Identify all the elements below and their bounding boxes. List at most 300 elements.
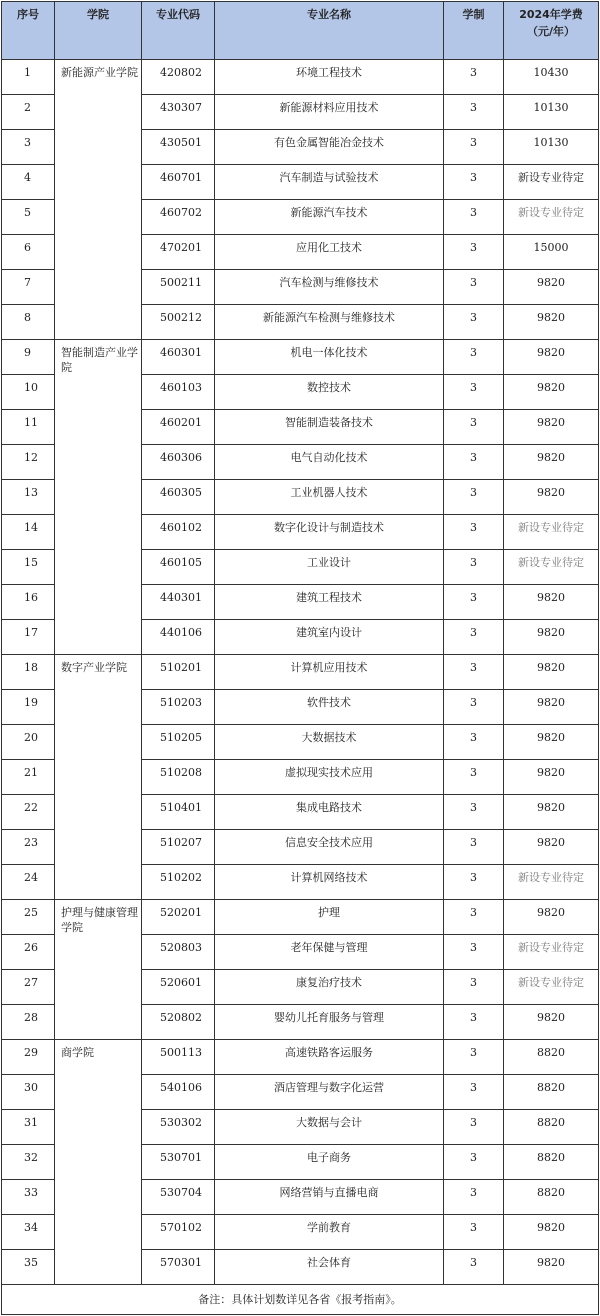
header-row [2, 2, 599, 60]
major-name [215, 1215, 444, 1250]
major-name-text: 计算机网络技术 [290, 871, 368, 884]
study-years-text: 3 [470, 311, 477, 324]
major-name-text: 工业机器人技术 [290, 486, 368, 499]
major-name-text: 高速铁路客运服务 [285, 1046, 373, 1059]
row-number [2, 760, 55, 795]
major-code-text: 510208 [160, 766, 202, 779]
major-name [215, 480, 444, 515]
row-number [2, 1180, 55, 1215]
tuition-fee [504, 865, 599, 900]
tuition-fee [504, 1040, 599, 1075]
study-years-text: 3 [470, 206, 477, 219]
major-name [215, 1040, 444, 1075]
tuition-fee [504, 200, 599, 235]
major-name [215, 970, 444, 1005]
study-years-text: 3 [470, 556, 477, 569]
row-number-text: 14 [24, 521, 38, 534]
major-code-text: 500113 [160, 1046, 202, 1059]
row-number [2, 970, 55, 1005]
major-name-text: 大数据与会计 [296, 1116, 362, 1129]
major-code [142, 95, 215, 130]
row-number [2, 200, 55, 235]
table-row [2, 340, 599, 375]
tuition-fee-text: 新设专业待定 [518, 556, 584, 569]
major-name [215, 760, 444, 795]
tuition-fee [504, 1005, 599, 1040]
tuition-fee-text: 9820 [537, 731, 565, 744]
major-code [142, 1180, 215, 1215]
study-years [444, 1180, 504, 1215]
row-number [2, 1005, 55, 1040]
tuition-fee [504, 130, 599, 165]
row-number [2, 795, 55, 830]
tuition-fee [504, 1180, 599, 1215]
row-number-text: 7 [24, 276, 31, 289]
row-number-text: 15 [24, 556, 38, 569]
row-number-text: 4 [24, 171, 31, 184]
table-note: 备注：具体计划数详见各省《报考指南》。 [2, 1285, 599, 1315]
tuition-fee-text: 9820 [537, 416, 565, 429]
row-number-text: 17 [24, 626, 38, 639]
major-code [142, 340, 215, 375]
major-name-text: 工业设计 [307, 556, 351, 569]
college-cell-text: 商学院 [61, 1046, 94, 1059]
tuition-fee-text: 8820 [537, 1046, 565, 1059]
major-code [142, 760, 215, 795]
study-years [444, 60, 504, 95]
tuition-fee-text: 9820 [537, 486, 565, 499]
table-row [2, 1040, 599, 1075]
table-row [2, 655, 599, 690]
row-number-text: 33 [24, 1186, 38, 1199]
study-years-text: 3 [470, 871, 477, 884]
major-code [142, 200, 215, 235]
study-years-text: 3 [470, 801, 477, 814]
study-years-text: 3 [470, 486, 477, 499]
major-name-text: 护理 [318, 906, 340, 919]
study-years [444, 830, 504, 865]
study-years [444, 690, 504, 725]
tuition-fee-text: 9820 [537, 451, 565, 464]
table-row [2, 900, 599, 935]
row-number [2, 1075, 55, 1110]
major-code [142, 1040, 215, 1075]
major-code-text: 430307 [160, 101, 202, 114]
major-name [215, 375, 444, 410]
major-name-text: 电气自动化技术 [290, 451, 368, 464]
major-code-text: 540106 [160, 1081, 202, 1094]
row-number-text: 11 [24, 416, 38, 429]
major-name-text: 数控技术 [307, 381, 351, 394]
study-years [444, 1110, 504, 1145]
major-code [142, 725, 215, 760]
row-number-text: 16 [24, 591, 38, 604]
major-code-text: 430501 [160, 136, 202, 149]
tuition-fee-text: 新设专业待定 [518, 206, 584, 219]
study-years-text: 3 [470, 626, 477, 639]
row-number [2, 375, 55, 410]
tuition-fee-text: 新设专业待定 [518, 871, 584, 884]
major-name-text: 应用化工技术 [296, 241, 362, 254]
major-code-text: 460305 [160, 486, 202, 499]
major-name [215, 235, 444, 270]
tuition-fee [504, 550, 599, 585]
row-number-text: 28 [24, 1011, 38, 1024]
study-years [444, 900, 504, 935]
major-code [142, 235, 215, 270]
major-code-text: 500211 [160, 276, 202, 289]
major-code [142, 900, 215, 935]
row-number [2, 270, 55, 305]
row-number [2, 515, 55, 550]
row-number [2, 690, 55, 725]
tuition-fee [504, 515, 599, 550]
major-code-text: 530704 [160, 1186, 202, 1199]
tuition-fee-text: 9820 [537, 661, 565, 674]
row-number [2, 585, 55, 620]
tuition-fee-text: 15000 [533, 241, 569, 254]
tuition-fee-text: 9820 [537, 276, 565, 289]
college-cell-text: 智能制造产业学院 [61, 346, 138, 374]
major-code [142, 690, 215, 725]
major-code [142, 130, 215, 165]
major-code-text: 510207 [160, 836, 202, 849]
major-code [142, 1250, 215, 1285]
major-name [215, 550, 444, 585]
major-name-text: 计算机应用技术 [290, 661, 368, 674]
major-code-text: 570301 [160, 1256, 202, 1269]
header-name: 专业名称 [215, 2, 444, 60]
tuition-fee [504, 620, 599, 655]
major-code [142, 375, 215, 410]
major-name-text: 汽车检测与维修技术 [279, 276, 379, 289]
row-number-text: 26 [24, 941, 38, 954]
major-code [142, 60, 215, 95]
study-years-text: 3 [470, 1151, 477, 1164]
tuition-fee [504, 165, 599, 200]
college-cell [55, 1040, 142, 1285]
row-number [2, 865, 55, 900]
study-years [444, 1250, 504, 1285]
row-number [2, 725, 55, 760]
study-years [444, 340, 504, 375]
major-code-text: 510205 [160, 731, 202, 744]
tuition-fee [504, 445, 599, 480]
major-code-text: 420802 [160, 66, 202, 79]
study-years [444, 480, 504, 515]
study-years [444, 1005, 504, 1040]
major-code-text: 460701 [160, 171, 202, 184]
tuition-fee [504, 585, 599, 620]
major-code [142, 865, 215, 900]
major-code [142, 410, 215, 445]
major-code-text: 460301 [160, 346, 202, 359]
major-name-text: 虚拟现实技术应用 [285, 766, 373, 779]
major-name [215, 515, 444, 550]
major-name [215, 200, 444, 235]
major-name [215, 340, 444, 375]
study-years [444, 1215, 504, 1250]
major-code-text: 520201 [160, 906, 202, 919]
study-years-text: 3 [470, 1011, 477, 1024]
college-cell-text: 数字产业学院 [61, 661, 127, 674]
major-name [215, 305, 444, 340]
major-name-text: 老年保健与管理 [290, 941, 368, 954]
major-name-text: 数字化设计与制造技术 [274, 521, 384, 534]
row-number-text: 10 [24, 381, 38, 394]
major-name [215, 585, 444, 620]
tuition-fee-text: 9820 [537, 381, 565, 394]
major-name [215, 1145, 444, 1180]
major-name [215, 620, 444, 655]
major-name [215, 95, 444, 130]
major-code [142, 795, 215, 830]
major-name-text: 新能源材料应用技术 [279, 101, 379, 114]
study-years [444, 1040, 504, 1075]
major-code [142, 515, 215, 550]
study-years-text: 3 [470, 66, 477, 79]
major-name-text: 环境工程技术 [296, 66, 362, 79]
major-name [215, 165, 444, 200]
table-body [2, 60, 599, 1285]
major-name-text: 集成电路技术 [296, 801, 362, 814]
row-number-text: 3 [24, 136, 31, 149]
tuition-fee-text: 新设专业待定 [518, 941, 584, 954]
major-code [142, 480, 215, 515]
major-name-text: 信息安全技术应用 [285, 836, 373, 849]
row-number-text: 6 [24, 241, 31, 254]
row-number-text: 30 [24, 1081, 38, 1094]
row-number-text: 27 [24, 976, 38, 989]
tuition-fee [504, 270, 599, 305]
study-years-text: 3 [470, 521, 477, 534]
tuition-fee [504, 340, 599, 375]
note-row [2, 1285, 599, 1315]
tuition-fee-text: 9820 [537, 801, 565, 814]
row-number [2, 95, 55, 130]
study-years [444, 550, 504, 585]
study-years-text: 3 [470, 1221, 477, 1234]
study-years-text: 3 [470, 1046, 477, 1059]
study-years-text: 3 [470, 591, 477, 604]
study-years-text: 3 [470, 696, 477, 709]
major-name [215, 270, 444, 305]
tuition-fee [504, 60, 599, 95]
study-years [444, 410, 504, 445]
tuition-fee-text: 8820 [537, 1116, 565, 1129]
tuition-fee [504, 795, 599, 830]
major-name-text: 学前教育 [307, 1221, 351, 1234]
row-number [2, 1040, 55, 1075]
row-number-text: 5 [24, 206, 31, 219]
study-years [444, 585, 504, 620]
row-number [2, 1215, 55, 1250]
tuition-fee-text: 9820 [537, 1256, 565, 1269]
major-name-text: 有色金属智能冶金技术 [274, 136, 384, 149]
tuition-fee-text: 9820 [537, 696, 565, 709]
study-years [444, 200, 504, 235]
major-name [215, 690, 444, 725]
major-code-text: 460103 [160, 381, 202, 394]
tuition-fee-text: 10130 [533, 101, 569, 114]
study-years-text: 3 [470, 346, 477, 359]
study-years [444, 445, 504, 480]
header-code: 专业代码 [142, 2, 215, 60]
study-years-text: 3 [470, 276, 477, 289]
header-fee-line1: 2024年学费 [519, 8, 583, 21]
college-cell-text: 护理与健康管理学院 [61, 906, 138, 934]
major-code-text: 460702 [160, 206, 202, 219]
row-number [2, 305, 55, 340]
study-years-text: 3 [470, 1186, 477, 1199]
study-years-text: 3 [470, 976, 477, 989]
major-code [142, 445, 215, 480]
tuition-fee-text: 8820 [537, 1081, 565, 1094]
study-years-text: 3 [470, 906, 477, 919]
study-years [444, 655, 504, 690]
major-code-text: 520601 [160, 976, 202, 989]
study-years-text: 3 [470, 1116, 477, 1129]
study-years [444, 515, 504, 550]
tuition-fee-text: 9820 [537, 1221, 565, 1234]
row-number-text: 24 [24, 871, 38, 884]
tuition-fee-text: 10430 [533, 66, 569, 79]
study-years-text: 3 [470, 1081, 477, 1094]
study-years-text: 3 [470, 766, 477, 779]
row-number [2, 900, 55, 935]
tuition-table [1, 1, 599, 1315]
study-years [444, 165, 504, 200]
major-name [215, 60, 444, 95]
study-years [444, 270, 504, 305]
tuition-fee-text: 9820 [537, 346, 565, 359]
major-code-text: 510202 [160, 871, 202, 884]
study-years-text: 3 [470, 136, 477, 149]
tuition-fee-text: 9820 [537, 906, 565, 919]
major-code-text: 570102 [160, 1221, 202, 1234]
major-name-text: 婴幼儿托育服务与管理 [274, 1011, 384, 1024]
study-years-text: 3 [470, 1256, 477, 1269]
major-code [142, 830, 215, 865]
tuition-fee [504, 235, 599, 270]
college-cell [55, 900, 142, 1040]
major-name [215, 935, 444, 970]
major-code-text: 440106 [160, 626, 202, 639]
tuition-fee [504, 1215, 599, 1250]
tuition-fee [504, 970, 599, 1005]
tuition-fee-text: 新设专业待定 [518, 976, 584, 989]
tuition-fee [504, 375, 599, 410]
tuition-fee [504, 1250, 599, 1285]
study-years-text: 3 [470, 731, 477, 744]
row-number-text: 34 [24, 1221, 38, 1234]
tuition-fee-text: 9820 [537, 1011, 565, 1024]
row-number-text: 35 [24, 1256, 38, 1269]
major-code-text: 460201 [160, 416, 202, 429]
row-number [2, 550, 55, 585]
major-name [215, 830, 444, 865]
row-number-text: 23 [24, 836, 38, 849]
major-name [215, 410, 444, 445]
row-number-text: 19 [24, 696, 38, 709]
study-years-text: 3 [470, 451, 477, 464]
row-number-text: 1 [24, 66, 31, 79]
row-number [2, 340, 55, 375]
major-code [142, 1005, 215, 1040]
study-years [444, 970, 504, 1005]
table-row [2, 60, 599, 95]
header-college: 学院 [55, 2, 142, 60]
major-name-text: 网络营销与直播电商 [279, 1186, 379, 1199]
college-cell-text: 新能源产业学院 [61, 66, 138, 79]
row-number-text: 31 [24, 1116, 38, 1129]
study-years-text: 3 [470, 661, 477, 674]
major-code-text: 460105 [160, 556, 202, 569]
study-years [444, 725, 504, 760]
major-code [142, 1145, 215, 1180]
major-code [142, 620, 215, 655]
tuition-fee [504, 655, 599, 690]
row-number-text: 12 [24, 451, 38, 464]
study-years [444, 620, 504, 655]
study-years-text: 3 [470, 241, 477, 254]
tuition-fee [504, 935, 599, 970]
row-number-text: 29 [24, 1046, 38, 1059]
major-name [215, 1180, 444, 1215]
row-number-text: 20 [24, 731, 38, 744]
major-code [142, 165, 215, 200]
row-number-text: 22 [24, 801, 38, 814]
major-name-text: 康复治疗技术 [296, 976, 362, 989]
major-name [215, 445, 444, 480]
college-cell [55, 340, 142, 655]
row-number [2, 935, 55, 970]
row-number [2, 130, 55, 165]
row-number [2, 60, 55, 95]
major-name [215, 865, 444, 900]
tuition-fee [504, 95, 599, 130]
tuition-fee-text: 新设专业待定 [518, 171, 584, 184]
tuition-fee [504, 410, 599, 445]
tuition-fee-text: 新设专业待定 [518, 521, 584, 534]
row-number [2, 410, 55, 445]
major-name [215, 795, 444, 830]
major-code-text: 510401 [160, 801, 202, 814]
study-years [444, 865, 504, 900]
row-number [2, 480, 55, 515]
tuition-fee [504, 305, 599, 340]
major-name-text: 汽车制造与试验技术 [279, 171, 379, 184]
major-code-text: 520802 [160, 1011, 202, 1024]
major-code-text: 440301 [160, 591, 202, 604]
row-number-text: 32 [24, 1151, 38, 1164]
major-name-text: 软件技术 [307, 696, 351, 709]
major-code [142, 1215, 215, 1250]
major-code-text: 460306 [160, 451, 202, 464]
major-name-text: 社会体育 [307, 1256, 351, 1269]
row-number [2, 655, 55, 690]
row-number [2, 165, 55, 200]
major-code-text: 460102 [160, 521, 202, 534]
header-years: 学制 [444, 2, 504, 60]
major-name-text: 新能源汽车技术 [290, 206, 368, 219]
row-number-text: 13 [24, 486, 38, 499]
tuition-fee-text: 9820 [537, 311, 565, 324]
header-fee-line2: （元/年） [526, 25, 576, 38]
row-number-text: 9 [24, 346, 31, 359]
study-years [444, 935, 504, 970]
major-name [215, 1250, 444, 1285]
